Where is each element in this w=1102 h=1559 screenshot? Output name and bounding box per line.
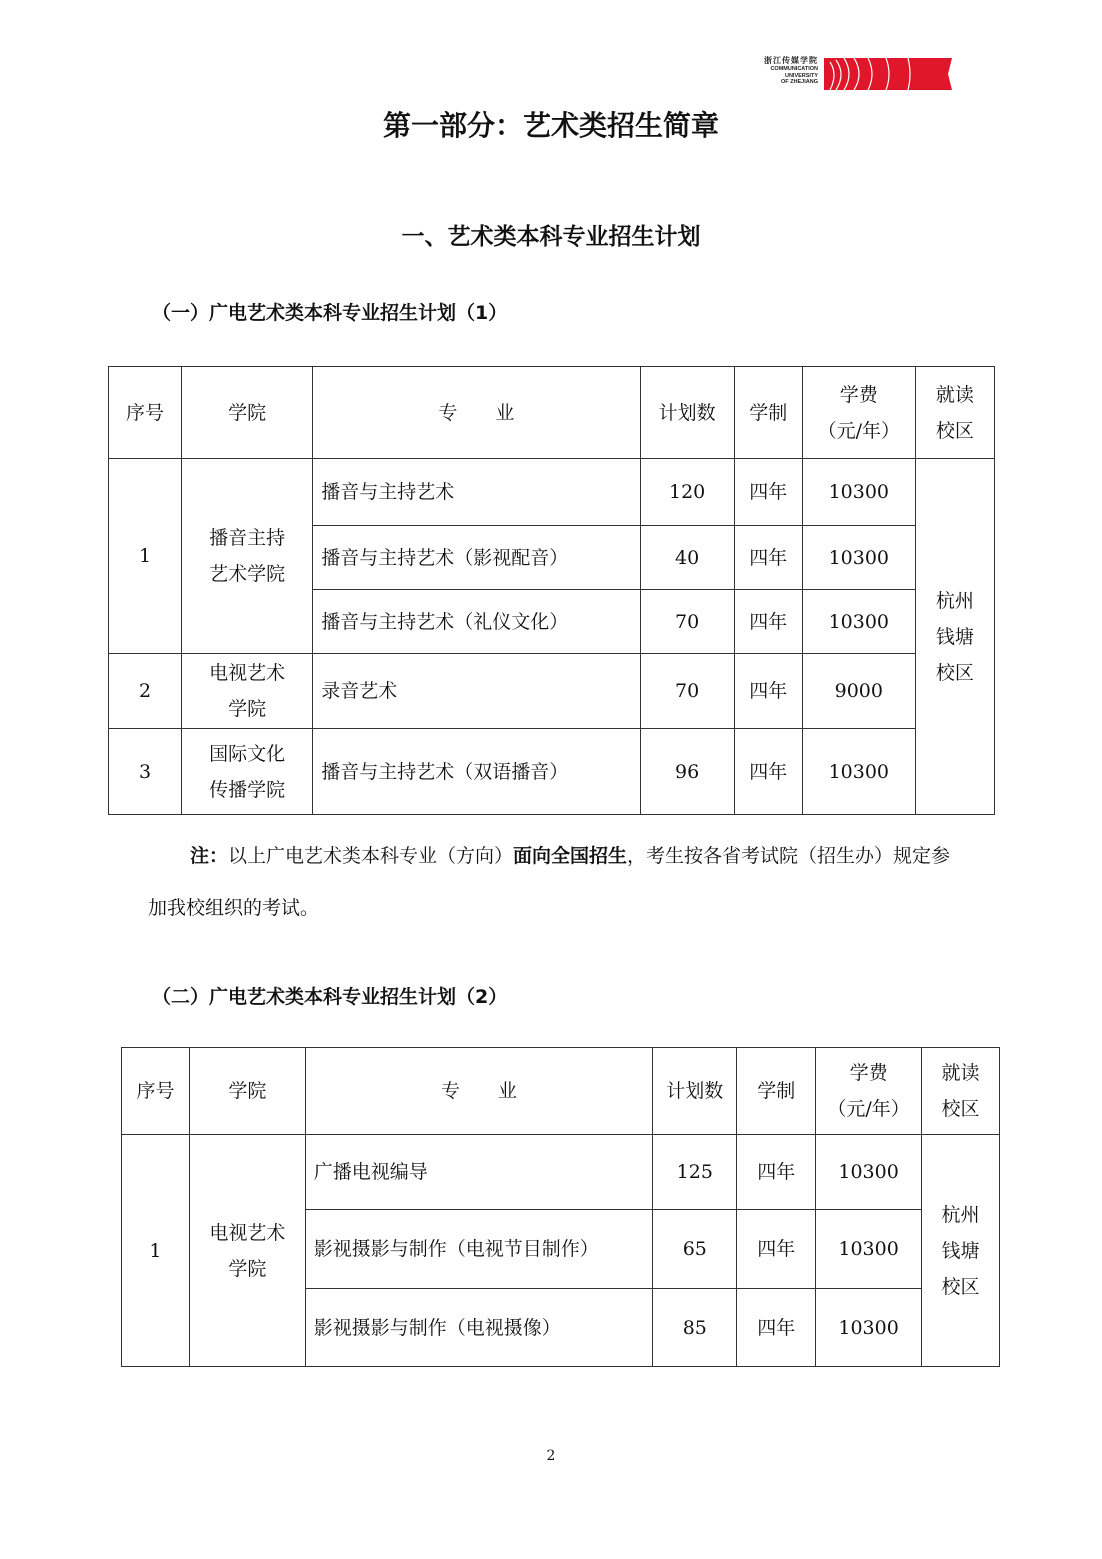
cell-campus <box>915 459 994 815</box>
college-line1: 国际文化 <box>209 742 286 765</box>
logo-cn-name: 浙江传媒学院 <box>764 56 818 65</box>
campus-line2: 钱塘 <box>941 1239 980 1262</box>
header-campus-line2: 校区 <box>941 1098 980 1120</box>
header-duration: 学制 <box>734 367 802 459</box>
college-line2: 学院 <box>228 698 267 720</box>
cell-plan: 96 <box>640 729 734 815</box>
cell-major: 录音艺术 <box>313 654 640 729</box>
cell-seq: 3 <box>109 729 182 815</box>
note-text-2: ，考生按各省考试院（招生办）规定参加我校组织的考试。 <box>148 845 951 919</box>
cell-fee: 10300 <box>802 590 915 654</box>
subsection-title-2: （二）广电艺术类本科专业招生计划（2） <box>152 986 508 1008</box>
cell-plan: 125 <box>653 1135 737 1210</box>
note-bold-text: 面向全国招生 <box>513 845 628 867</box>
campus-line3: 校区 <box>935 661 974 684</box>
cell-plan: 85 <box>653 1289 737 1367</box>
table-row <box>109 459 995 526</box>
enrollment-table-1 <box>108 366 995 815</box>
cell-plan: 70 <box>640 590 734 654</box>
header-fee-line2: （元/年） <box>827 1098 910 1120</box>
cell-duration: 四年 <box>737 1210 816 1289</box>
header-fee <box>816 1048 922 1135</box>
cell-fee: 10300 <box>816 1135 922 1210</box>
cell-major: 播音与主持艺术（双语播音） <box>313 729 640 815</box>
cell-college <box>189 1135 305 1367</box>
header-college: 学院 <box>182 367 313 459</box>
cell-fee: 9000 <box>802 654 915 729</box>
cell-duration: 四年 <box>734 526 802 590</box>
logo-en-line1: COMMUNICATION <box>770 66 818 72</box>
header-campus <box>915 367 994 459</box>
college-line1: 电视艺术 <box>209 662 286 684</box>
header-plan: 计划数 <box>640 367 734 459</box>
header-campus-line1: 就读 <box>941 1062 980 1084</box>
college-line2: 艺术学院 <box>209 563 286 585</box>
cell-major: 播音与主持艺术（影视配音） <box>313 526 640 590</box>
header-major: 专 业 <box>313 367 640 459</box>
campus-line1: 杭州 <box>935 589 974 612</box>
header-seq: 序号 <box>122 1048 190 1135</box>
cell-duration: 四年 <box>734 590 802 654</box>
cell-seq: 1 <box>109 459 182 654</box>
college-line1: 播音主持 <box>209 527 286 549</box>
header-fee <box>802 367 915 459</box>
logo-mark-icon <box>824 58 952 90</box>
header-campus-line1: 就读 <box>935 383 974 406</box>
header-major: 专 业 <box>305 1048 653 1135</box>
logo-en-line3: OF ZHEJIANG <box>781 79 818 85</box>
header-college: 学院 <box>189 1048 305 1135</box>
college-line1: 电视艺术 <box>209 1221 286 1244</box>
cell-seq: 1 <box>122 1135 190 1367</box>
cell-plan: 40 <box>640 526 734 590</box>
part-title: 第一部分：艺术类招生简章 <box>382 109 719 142</box>
cell-fee: 10300 <box>802 729 915 815</box>
cell-major: 影视摄影与制作（电视摄像） <box>305 1289 653 1367</box>
cell-campus <box>922 1135 1000 1367</box>
header-fee-line1: 学费 <box>849 1062 888 1084</box>
cell-college <box>182 459 313 654</box>
logo-text <box>756 56 818 86</box>
header-campus-line2: 校区 <box>935 419 974 442</box>
cell-duration: 四年 <box>734 459 802 526</box>
table-row <box>109 729 995 815</box>
cell-college <box>182 654 313 729</box>
cell-major: 广播电视编导 <box>305 1135 653 1210</box>
header-plan: 计划数 <box>653 1048 737 1135</box>
page-number: 2 <box>546 1448 556 1464</box>
table-row <box>109 654 995 729</box>
cell-duration: 四年 <box>737 1135 816 1210</box>
cell-major: 播音与主持艺术（礼仪文化） <box>313 590 640 654</box>
subsection-title-1: （一）广电艺术类本科专业招生计划（1） <box>152 302 508 324</box>
cell-seq: 2 <box>109 654 182 729</box>
cell-duration: 四年 <box>734 729 802 815</box>
cell-fee: 10300 <box>816 1210 922 1289</box>
cell-fee: 10300 <box>802 459 915 526</box>
college-line2: 学院 <box>228 1257 267 1280</box>
cell-duration: 四年 <box>737 1289 816 1367</box>
cell-duration: 四年 <box>734 654 802 729</box>
header-fee-line2: （元/年） <box>817 419 900 442</box>
cell-fee: 10300 <box>816 1289 922 1367</box>
enrollment-table-2 <box>121 1047 1000 1367</box>
campus-line2: 钱塘 <box>935 625 974 648</box>
table-row <box>122 1135 1000 1210</box>
section-title: 一、艺术类本科专业招生计划 <box>401 224 701 250</box>
cell-plan: 70 <box>640 654 734 729</box>
cell-plan: 65 <box>653 1210 737 1289</box>
table-header-row <box>122 1048 1000 1135</box>
table-header-row <box>109 367 995 459</box>
header-seq: 序号 <box>109 367 182 459</box>
campus-line3: 校区 <box>941 1275 980 1298</box>
cell-fee: 10300 <box>802 526 915 590</box>
note-label: 注： <box>190 845 229 867</box>
note-text-1: 以上广电艺术类本科专业（方向） <box>228 845 514 867</box>
college-line2: 传播学院 <box>209 778 286 801</box>
logo-en-line2: UNIVERSITY <box>784 72 818 79</box>
header-duration: 学制 <box>737 1048 816 1135</box>
cell-major: 播音与主持艺术 <box>313 459 640 526</box>
university-logo <box>756 56 956 92</box>
campus-line1: 杭州 <box>941 1203 980 1226</box>
cell-major: 影视摄影与制作（电视节目制作） <box>305 1210 653 1289</box>
note-paragraph <box>148 830 968 934</box>
header-fee-line1: 学费 <box>839 383 878 406</box>
cell-college <box>182 729 313 815</box>
header-campus <box>922 1048 1000 1135</box>
cell-plan: 120 <box>640 459 734 526</box>
